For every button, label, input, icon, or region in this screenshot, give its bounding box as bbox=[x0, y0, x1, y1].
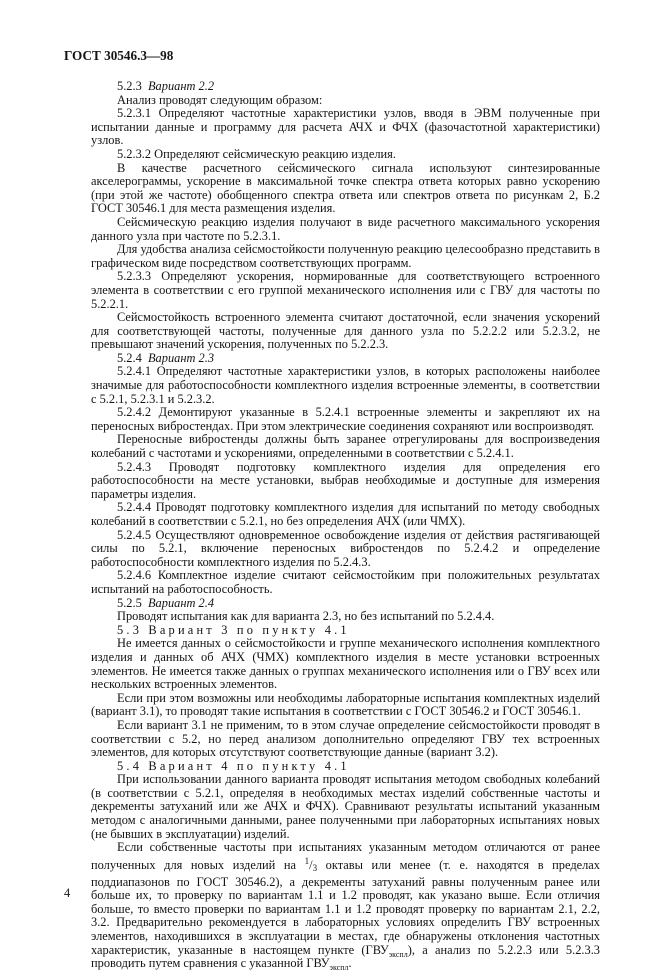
paragraph: 5.2.4.3 Проводят подготовку комплектного изделия для определения его работоспособности на месте установки, выбрав необходимые и доступные для измерения параметры изделия. bbox=[91, 459, 600, 501]
paragraph: 5.2.4.4 Проводят подготовку комплектного изделия для испытаний по методу свободных колебаний в соответствии с 5.2.1, но без определения АЧХ (или ЧМХ). bbox=[91, 500, 600, 528]
section-heading: 5.4 Вариант 4 по пункту 4.1 bbox=[117, 758, 350, 773]
variant-label: Вариант 2.4 bbox=[147, 595, 215, 610]
paragraph: При использовании данного варианта проводят испытания методом свободных колебаний (в соответствии с 5.2.1, определяя в необходимых местах изделий собственные частоты и декременты затуханий или же АЧХ и ФЧХ). Сравнивают результаты испытаний указанным методом с аналогичными данными, ранее полученными при лабораторных испытаниях новых (не бывших в эксплуатации) изделий. bbox=[91, 772, 600, 841]
variant-label: Вариант 2.2 bbox=[147, 79, 215, 93]
subscript: экспл bbox=[388, 949, 408, 959]
paragraph: Проводят испытания как для варианта 2.3, но без испытаний по 5.2.4.4. bbox=[117, 609, 495, 624]
page-number: 4 bbox=[64, 886, 71, 900]
paragraph: В качестве расчетного сейсмического сигнала используют синтезированные акселерограммы, ускорение в максимальной точке спектра ответа которых равно ускорению (при этой же частоте) обобщенного спектра ответа или спектров ответа по рисункам 2, Б.2 ГОСТ 30546.1 для места размещения изделия. bbox=[91, 160, 600, 216]
paragraph: Переносные вибростенды должны быть заранее отрегулированы для воспроизведения колебаний с частотами и ускорениями, определенными в соответствии с 5.2.4.1. bbox=[91, 432, 600, 461]
paragraph: Если при этом возможны или необходимы лабораторные испытания комплектных изделий (вариант 3.1), то проводят такие испытания в соответствии с ГОСТ 30546.2 и ГОСТ 30546.1. bbox=[91, 690, 600, 719]
document-body bbox=[91, 80, 600, 971]
paragraph: Если вариант 3.1 не применим, то в этом случае определение сейсмостойкости проводят в соответствии с 5.2, но перед анализом дополнительно определяют ГВУ тех встроенных элементов, для которых отсутствуют соответствующие данные (вариант 3.2). bbox=[91, 717, 600, 760]
paragraph: 5.2.4.2 Демонтируют указанные в 5.2.4.1 встроенные элементы и закрепляют их на переносных вибростендах. При этом электрические соединения сохраняют или воспроизводят. bbox=[91, 405, 600, 433]
paragraph: 5.2.4.6 Комплектное изделие считают сейсмостойким при положительных результатах испытаний на работоспособность. bbox=[91, 568, 600, 596]
paragraph: 5.2.3.1 Определяют частотные характеристики узлов, вводя в ЭВМ полученные при испытании данные и программу для расчета АЧХ и ФЧХ (фазочастотной характеристики) узлов. bbox=[91, 106, 600, 148]
fraction-denominator: 3 bbox=[312, 862, 318, 873]
paragraph bbox=[91, 80, 600, 94]
paragraph: 5.2.4.1 Определяют частотные характеристики узлов, в которых расположены наиболее значимые для работоспособности комплектного изделия встроенные элементы, в соответствии с 5.2.1, 5.2.3.1 и 5.2.3.2. bbox=[91, 364, 600, 406]
section-number: 5.2.4 bbox=[117, 350, 142, 365]
paragraph: 5.2.3.3 Определяют ускорения, нормированные для соответствующего встроенного элемента в соответствии с его группой механического исполнения или с ГВУ для частоты по 5.2.2.1. bbox=[91, 269, 600, 311]
paragraph bbox=[91, 597, 600, 611]
section-number: 5.2.3 bbox=[117, 79, 142, 93]
paragraph: Если собственные частоты при испытаниях указанным методом отличаются от ранее полученных для новых изделий на $^1$/3 октавы или менее (т. е. находятся в пределах поддиапазонов по ГОСТ 30546.2), а декременты затуханий равны полученным ранее или больше их, то проверку по вариантам 1.1 и 1.2 проводят, как указано выше. Если отличия больше, то вместо проверки по вариантам 1.1 и 1.2 проводят проверку по вариантам 2.1, 2.2, 3.2. Предварительно рекомендуется в лабораторных условиях определить ГВУ встроенных элементов, находившихся в эксплуатации в местах, где обнаружены отклонения частотных характеристик, указанные в настоящем пункте $(ГВУ_{экспл})$, а анализ по 5.2.2.3 или 5.2.3.3 проводить путем сравнения с указанной $ГВУ_{экспл}$. bbox=[91, 840, 600, 972]
subscript: экспл bbox=[329, 963, 349, 972]
paragraph: Сейсмическую реакцию изделия получают в виде расчетного максимального ускорения данного узла при частоте по 5.2.3.1. bbox=[91, 214, 600, 243]
paragraph: 5.2.3.2 Определяют сейсмическую реакцию изделия. bbox=[117, 146, 396, 161]
section-heading: 5.3 Вариант 3 по пункту 4.1 bbox=[117, 622, 350, 637]
section-number: 5.2.5 bbox=[117, 595, 142, 610]
paragraph: Сейсмостойкость встроенного элемента считают достаточной, если значения ускорений для соответствующей частоты, полученные для данного узла по 5.2.2.2 или 5.2.3.2, не превышают значений ускорения, полученных по 5.2.2.3. bbox=[91, 310, 600, 352]
paragraph: Анализ проводят следующим образом: bbox=[117, 92, 323, 107]
paragraph bbox=[91, 352, 600, 366]
paragraph: 5.2.4.5 Осуществляют одновременное освобождение изделия от действия растягивающей силы по 5.2.1, включение переносных вибростендов по 5.2.4.2 и определение работоспособности комплектного изделия по 5.2.4.3. bbox=[91, 527, 600, 569]
fraction-numerator: 1 bbox=[304, 855, 310, 866]
paragraph: Не имеется данных о сейсмостойкости и группе механического исполнения комплектного изделия и данных об АЧХ (ЧМХ) комплектного изделия в месте установки встроенных элементов. Не имеется также данных о группах механического исполнения или о ГВУ всех или нескольких встроенных элементов. bbox=[91, 636, 600, 692]
variant-label: Вариант 2.3 bbox=[147, 350, 215, 365]
document-header: ГОСТ 30546.3—98 bbox=[64, 48, 174, 63]
paragraph: Для удобства анализа сейсмостойкости полученную реакцию целесообразно представить в графическом виде посредством соответствующих программ. bbox=[91, 242, 600, 270]
